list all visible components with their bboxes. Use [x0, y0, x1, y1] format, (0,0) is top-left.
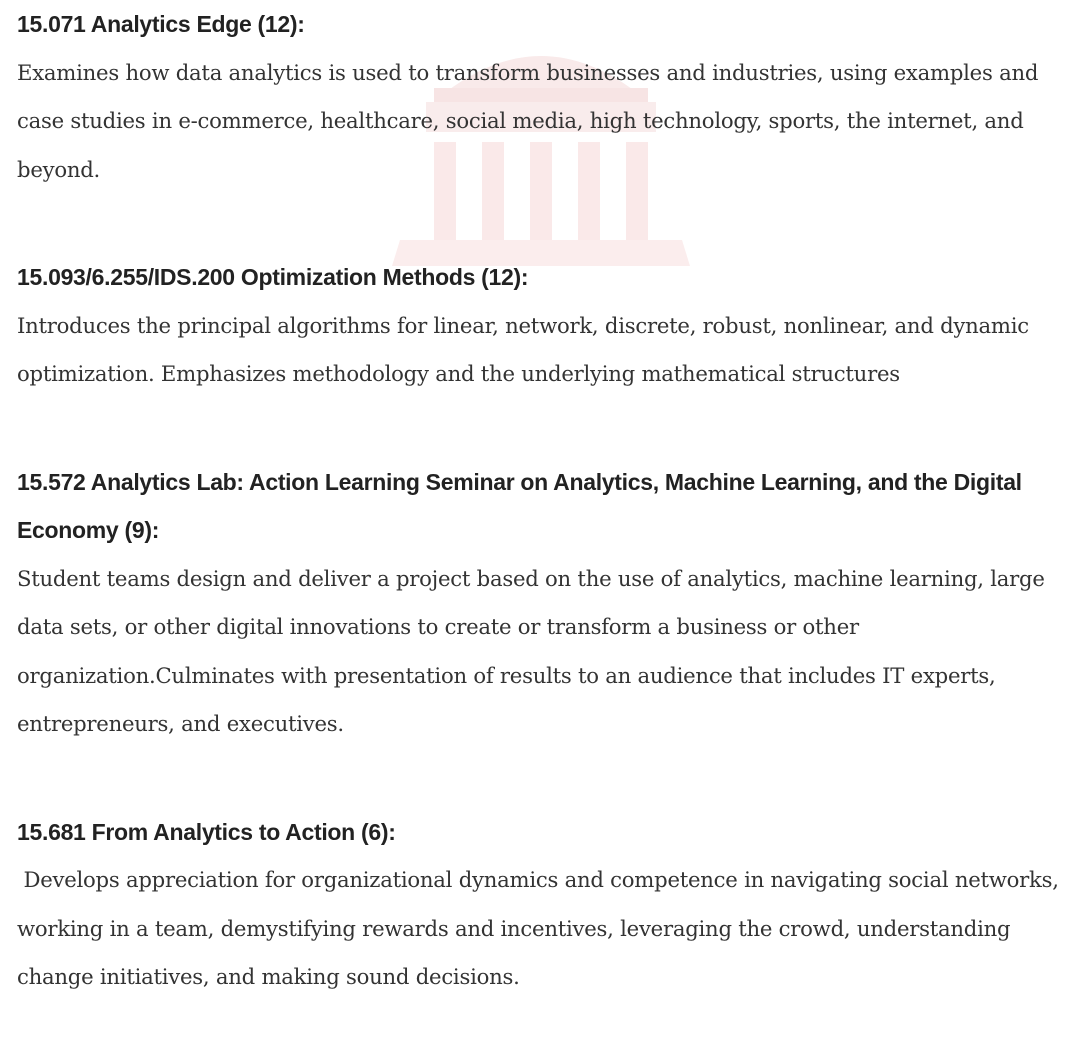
course-description: Examines how data analytics is used to transform businesses and industries, using examples and case studies in e-commerce, healthcare, social media, high technology, sports, the internet, and beyond.: [17, 59, 1039, 182]
course-title: 15.572 Analytics Lab: Action Learning Seminar on Analytics, Machine Learning, and the Digital Economy (9):: [17, 468, 1022, 543]
course-title: 15.681 From Analytics to Action (6):: [17, 818, 396, 845]
course-item: [17, 458, 1077, 749]
course-description: Student teams design and deliver a project based on the use of analytics, machine learning, large data sets, or other digital innovations to create or transform a business or other organization.Culminates with presentation of results to an audience that includes IT experts, entrepreneurs, and executives.: [17, 565, 1045, 736]
course-item: [17, 253, 1077, 399]
course-description: Introduces the principal algorithms for linear, network, discrete, robust, nonlinear, and dynamic optimization. Emphasizes methodology and the underlying mathematical structures: [17, 312, 1029, 386]
course-item: [17, 0, 1077, 194]
course-description: Develops appreciation for organizational dynamics and competence in navigating social networks, working in a team, demystifying rewards and incentives, leveraging the crowd, understanding change initiatives, and making sound decisions.: [17, 867, 1059, 989]
course-item: [17, 808, 1077, 1002]
course-title: 15.093/6.255/IDS.200 Optimization Methods (12):: [17, 264, 529, 290]
course-title: 15.071 Analytics Edge (12):: [17, 11, 305, 37]
